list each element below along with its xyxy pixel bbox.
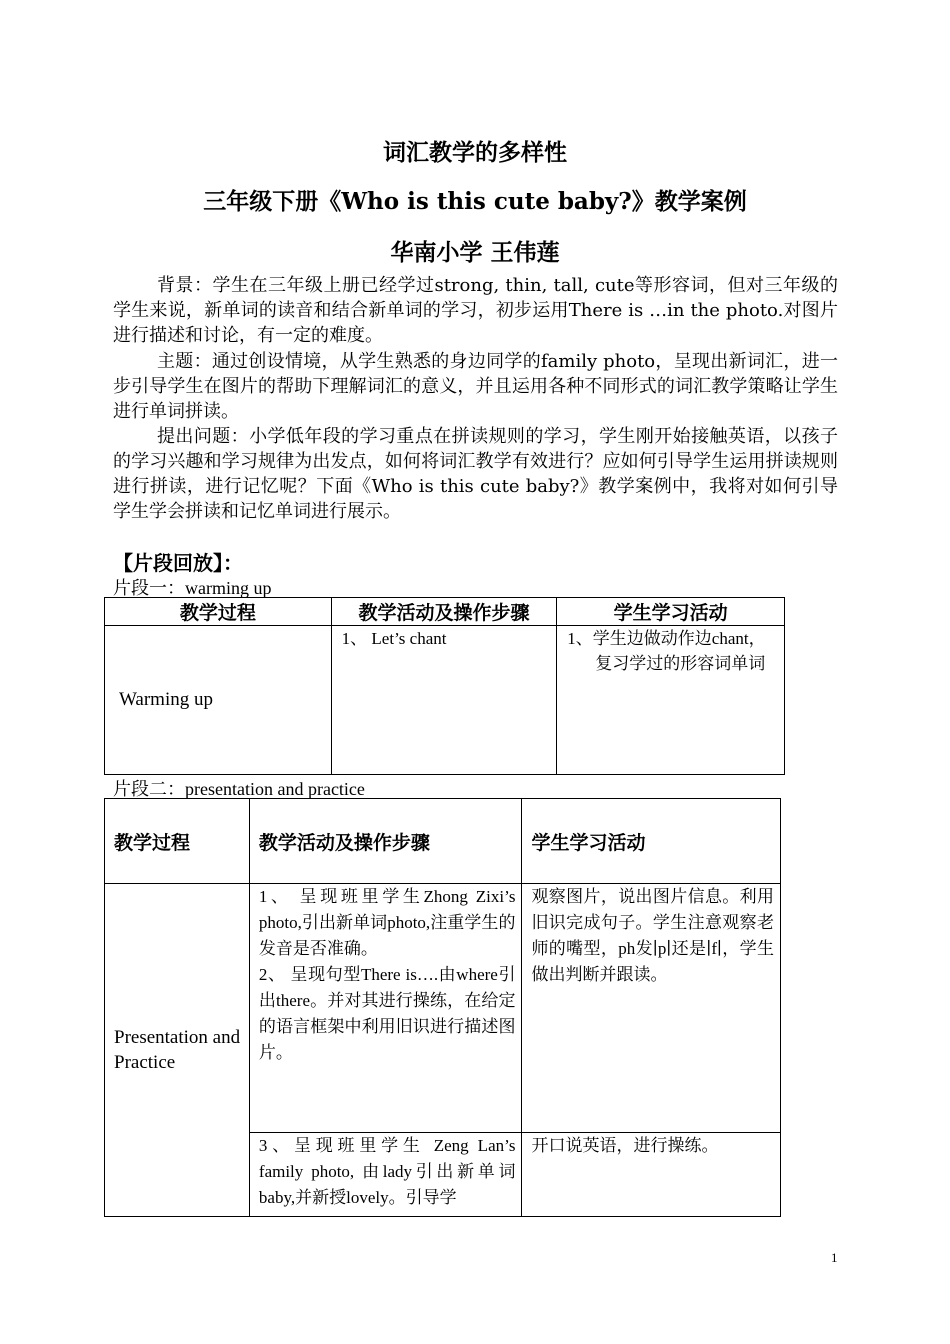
table-header-row bbox=[105, 799, 781, 884]
header-teaching-activity: 教学活动及操作步骤 bbox=[331, 598, 557, 626]
page-number: 1 bbox=[831, 1250, 838, 1265]
segment2-table bbox=[104, 798, 781, 1217]
student-item: 1、学生边做动作边chant，复习学过的形容词单词 bbox=[567, 629, 766, 673]
header-student-activity: 学生学习活动 bbox=[522, 799, 781, 884]
table-row bbox=[105, 626, 785, 775]
student-cell bbox=[522, 1133, 781, 1217]
student-cell bbox=[557, 626, 785, 775]
segment2-label: 片段二：presentation and practice bbox=[113, 779, 365, 799]
student-text: 观察图片，说出图片信息。利用旧识完成句子。学生注意观察老师的嘴型，ph发∣p∣还是∣f∣，学生做出判断并跟读。 bbox=[531, 887, 774, 984]
background-paragraph: 背景：学生在三年级上册已经学过strong, thin, tall, cute等形容词，但对三年级的学生来说，新单词的读音和结合新单词的学习，初步运用There is …in the photo.对图片进行描述和讨论，有一定的难度。 bbox=[113, 275, 838, 346]
table-row bbox=[105, 884, 781, 1133]
stage-cell: Warming up bbox=[105, 626, 332, 775]
segment1-table bbox=[104, 597, 785, 775]
activity-cell bbox=[331, 626, 557, 775]
student-cell bbox=[522, 884, 781, 1133]
question-paragraph: 提出问题：小学低年段的学习重点在拼读规则的学习，学生刚开始接触英语，以孩子的学习兴趣和学习规律为出发点，如何将词汇教学有效进行？应如何引导学生运用拼读规则进行拼读，进行记忆呢？下面《Who is this cute baby?》教学案例中，我将对如何引导学生学会拼读和记忆单词进行展示。 bbox=[113, 426, 838, 522]
stage-cell: Presentation and Practice bbox=[105, 884, 250, 1217]
activity-item-1: 1、 呈现班里学生Zhong Zixi’s photo,引出新单词photo,注重学生的发音是否准确。 bbox=[258, 887, 516, 958]
activity-item-3: 3、呈现班里学生 Zeng Lan’s family photo, 由lady引出新单词baby,并新授lovely。引导学 bbox=[258, 1136, 516, 1207]
document-author: 华南小学 王伟莲 bbox=[390, 239, 560, 266]
theme-paragraph: 主题：通过创设情境，从学生熟悉的身边同学的family photo，呈现出新词汇，进一步引导学生在图片的帮助下理解词汇的意义，并且运用各种不同形式的词汇教学策略让学生进行单词拼读。 bbox=[113, 351, 838, 422]
document-title: 词汇教学的多样性 bbox=[383, 139, 567, 166]
header-teaching-process: 教学过程 bbox=[105, 598, 332, 626]
activity-cell bbox=[249, 884, 522, 1133]
header-student-activity: 学生学习活动 bbox=[557, 598, 785, 626]
document-subtitle: 三年级下册《Who is this cute baby?》教学案例 bbox=[203, 188, 747, 215]
activity-item-2: 2、 呈现句型There is….由where引出there。并对其进行操练，在给定的语言框架中利用旧识进行描述图片。 bbox=[258, 965, 516, 1062]
segment1-label: 片段一：warming up bbox=[113, 578, 272, 598]
activity-item: 1、 Let’s chant bbox=[341, 629, 447, 648]
table-header-row bbox=[105, 598, 785, 626]
student-text: 开口说英语，进行操练。 bbox=[531, 1136, 719, 1155]
header-teaching-activity: 教学活动及操作步骤 bbox=[249, 799, 522, 884]
section-heading: 【片段回放】： bbox=[113, 551, 243, 575]
activity-cell bbox=[249, 1133, 522, 1217]
header-teaching-process: 教学过程 bbox=[105, 799, 250, 884]
